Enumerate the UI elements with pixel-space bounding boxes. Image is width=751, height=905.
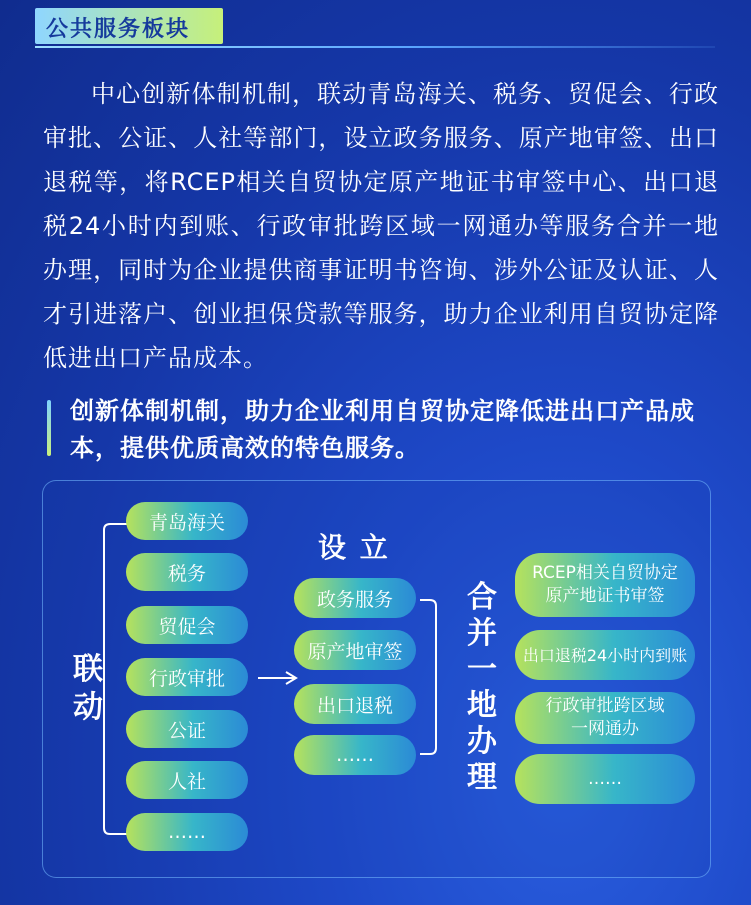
merge-label-char: 合 <box>467 580 497 615</box>
merge-label-char: 办 <box>467 724 497 759</box>
link-item: 人社 <box>126 761 248 799</box>
result-item: 出口退税24小时内到账 <box>515 630 695 680</box>
intro-paragraph: 中心创新体制机制，联动青岛海关、税务、贸促会、行政审批、公证、人社等部门，设立政务服务、原产地审签、出口退税等，将RCEP相关自贸协定原产地证书审签中心、出口退税24小时内到账、行政审批跨区域一网通办等服务合并一地办理，同时为企业提供商事证明书咨询、涉外公证及认证、人才引进落户、创业担保贷款等服务，助力企业利用自贸协定降低进出口产品成本。 <box>43 80 719 372</box>
result-item: RCEP相关自贸协定 原产地证书审签 <box>515 553 695 617</box>
link-item: 公证 <box>126 710 248 748</box>
merge-label-char: 理 <box>467 760 497 795</box>
link-label-1: 联 <box>73 652 103 687</box>
link-item: 行政审批 <box>126 658 248 696</box>
result-item: …… <box>515 754 695 804</box>
link-label-2: 动 <box>73 690 103 725</box>
setup-item: 出口退税 <box>294 684 416 724</box>
setup-title: 设 立 <box>318 531 390 564</box>
setup-item: 原产地审签 <box>294 630 416 670</box>
header-divider <box>35 46 715 48</box>
arrow-icon <box>256 668 300 688</box>
merge-label-char: 地 <box>467 688 497 723</box>
link-item: 青岛海关 <box>126 502 248 540</box>
section-title: 公共服务板块 <box>46 17 191 42</box>
setup-item: 政务服务 <box>294 578 416 618</box>
highlight-text: 创新体制机制，助力企业利用自贸协定降低进出口产品成本，提供优质高效的特色服务。 <box>70 397 695 462</box>
link-item: …… <box>126 813 248 851</box>
setup-bracket <box>418 596 442 760</box>
link-item: 税务 <box>126 553 248 591</box>
setup-item: …… <box>294 735 416 775</box>
highlight-accent-bar <box>47 400 51 456</box>
merge-label-char: 一 <box>467 652 497 687</box>
merge-label-char: 并 <box>467 616 497 651</box>
result-item: 行政审批跨区域 一网通办 <box>515 692 695 744</box>
link-item: 贸促会 <box>126 606 248 644</box>
